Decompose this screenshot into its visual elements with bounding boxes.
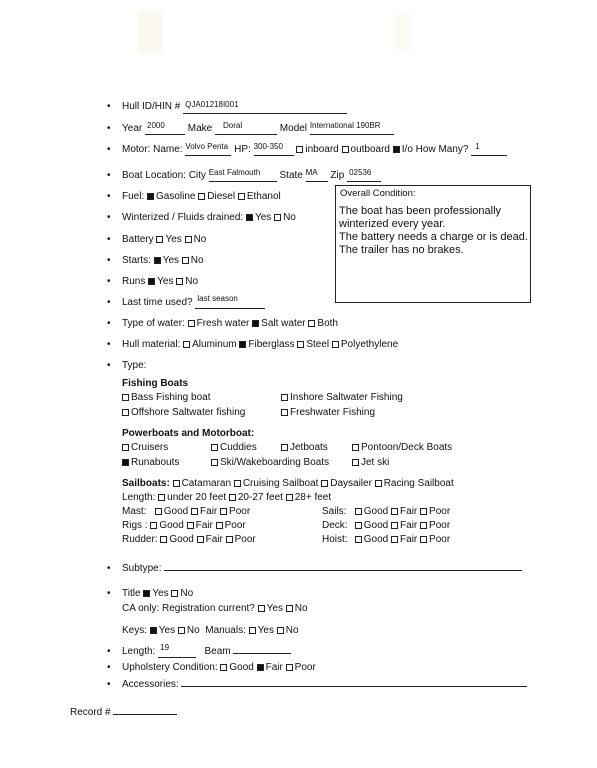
both-water-label: Both [317,318,338,329]
hull-material-row [122,339,398,350]
cruisers-checkbox[interactable] [122,444,129,451]
salt-water-checkbox[interactable] [252,320,259,327]
steel-checkbox[interactable] [297,341,304,348]
zip-value: 02536 [349,168,372,177]
overall-condition-box[interactable] [335,185,531,303]
subtype-row [122,563,522,574]
powerboats-heading: Powerboats and Motorboat: [122,428,255,439]
ca-registration-label: CA only: Registration current? [122,603,255,614]
cruising-sailboat-checkbox[interactable] [234,480,241,487]
last-used-label: Last time used? [122,297,193,308]
year-row [122,123,394,135]
rudder-label: Rudder: [122,534,158,545]
over28-label: 28+ feet [294,492,332,503]
freshwater-option[interactable] [281,407,375,418]
motor-count-field[interactable] [471,144,507,156]
bullet: • [107,588,111,599]
cuddies-option[interactable] [211,442,257,453]
ski-label: Ski/Wakeboarding Boats [220,457,330,468]
io-label: I/o How Many? [401,144,469,155]
deck-good-checkbox[interactable] [355,522,362,529]
fuel-label: Fuel: [122,191,145,202]
starts-no-checkbox[interactable] [182,257,189,264]
sails-good-checkbox[interactable] [355,508,362,515]
rigs-label: Rigs : [122,520,148,531]
hoist-fair-label: Fair [400,534,418,545]
zip-field[interactable] [347,170,381,182]
fiberglass-label: Fiberglass [248,339,295,350]
both-water-checkbox[interactable] [308,320,315,327]
rudder-good-label: Good [169,534,194,545]
title-row [122,588,193,599]
winterized-row [122,212,296,223]
overall-condition-line: The battery needs a charge or is dead. [339,231,528,243]
ca-yes-checkbox[interactable] [258,605,265,612]
io-checkbox[interactable] [393,146,400,153]
length-value: 19 [160,643,170,652]
sails-poor-label: Poor [429,506,451,517]
inboard-checkbox[interactable] [296,146,303,153]
hoist-good-label: Good [363,534,389,545]
bullet: • [107,339,111,350]
title-yes-label: Yes [152,588,169,599]
scan-smudge [395,14,411,50]
upholstery-good-label: Good [229,662,254,673]
hull-id-row [122,101,347,113]
daysailer-checkbox[interactable] [321,480,328,487]
bullet: • [107,318,111,329]
beam-label: Beam [204,646,231,657]
mast-poor-label: Poor [229,506,251,517]
length-label: Length: [122,646,156,657]
hoist-poor-checkbox[interactable] [420,536,427,543]
fuel-row [122,191,281,202]
city-label: Boat Location: City [122,170,206,181]
ski-option[interactable] [211,457,329,468]
hp-field[interactable] [254,144,294,156]
starts-row [122,255,204,266]
manuals-no-checkbox[interactable] [277,627,284,634]
racing-sailboat-label: Racing Sailboat [383,478,454,489]
keys-row [122,625,299,636]
bass-checkbox[interactable] [122,394,129,401]
hull-id-value: QJA01218I001 [185,100,239,109]
length-field[interactable] [158,643,196,658]
cruising-sailboat-label: Cruising Sailboat [242,478,319,489]
keys-label: Keys: [122,625,148,636]
jetski-checkbox[interactable] [352,459,359,466]
rudder-fair-checkbox[interactable] [197,536,204,543]
hoist-label: Hoist: [322,534,348,545]
ca-no-label: No [294,603,308,614]
jetboats-option[interactable] [281,442,328,453]
upholstery-poor-checkbox[interactable] [286,664,293,671]
motor-name-label: Motor: Name: [122,144,183,155]
bullet: • [107,662,111,673]
sails-good-label: Good [363,506,389,517]
year-label: Year [122,123,143,134]
deck-poor-checkbox[interactable] [420,522,427,529]
winterized-yes-checkbox[interactable] [246,214,253,221]
inboard-label: inboard [305,144,339,155]
winterized-no-checkbox[interactable] [274,214,281,221]
record-field[interactable] [113,714,177,715]
ca-registration-row [122,603,308,614]
20to27-checkbox[interactable] [229,494,236,501]
runs-no-label: No [185,276,199,287]
city-value: East Falmouth [208,168,261,177]
over28-checkbox[interactable] [286,494,293,501]
bullet: • [107,123,111,134]
deck-fair-checkbox[interactable] [391,522,398,529]
mast-label: Mast: [122,506,147,517]
title-yes-checkbox[interactable] [143,590,150,597]
accessories-row [122,679,527,690]
year-field[interactable] [145,123,185,135]
rigs-fair-checkbox[interactable] [187,522,194,529]
keys-no-checkbox[interactable] [178,627,185,634]
pontoon-option[interactable] [352,442,452,453]
runs-row [122,276,198,287]
manuals-no-label: No [285,625,299,636]
title-label: Title [122,588,141,599]
cuddies-label: Cuddies [220,442,257,453]
jetboats-checkbox[interactable] [281,444,288,451]
last-used-row [122,294,265,309]
aluminum-label: Aluminum [192,339,237,350]
fishing-heading: Fishing Boats [122,378,189,389]
bullet: • [107,101,111,112]
under20-label: under 20 feet [167,492,227,503]
diesel-checkbox[interactable] [198,193,205,200]
hull-material-label: Hull material: [122,339,181,350]
rudder-poor-label: Poor [234,534,256,545]
winterized-yes-label: Yes [254,212,272,223]
rudder-row [122,534,256,545]
outboard-checkbox[interactable] [342,146,349,153]
rudder-poor-checkbox[interactable] [226,536,233,543]
runabouts-label: Runabouts [131,457,180,468]
make-label: Make [187,123,213,134]
overall-condition-line: The boat has been professionally [339,205,502,217]
motor-name-value: Volvo Penta [185,142,229,151]
accessories-label: Accessories: [122,679,179,690]
bullet: • [107,276,111,287]
racing-sailboat-checkbox[interactable] [375,480,382,487]
steel-label: Steel [306,339,330,350]
manuals-label: Manuals: [205,625,246,636]
bullet: • [107,212,111,223]
beam-field[interactable] [233,653,291,654]
water-label: Type of water: [122,318,185,329]
make-field[interactable] [215,123,277,135]
upholstery-fair-checkbox[interactable] [257,664,264,671]
battery-no-label: No [193,234,207,245]
pontoon-checkbox[interactable] [352,444,359,451]
upholstery-label: Upholstery Condition: [122,662,218,673]
deck-row [322,520,450,531]
zip-label: Zip [330,170,345,181]
subtype-label: Subtype: [122,563,162,574]
mast-fair-checkbox[interactable] [191,508,198,515]
rigs-good-label: Good [159,520,184,531]
bass-option[interactable] [122,392,211,403]
rigs-good-checkbox[interactable] [150,522,157,529]
rudder-good-checkbox[interactable] [160,536,167,543]
cruisers-label: Cruisers [131,442,169,453]
cuddies-checkbox[interactable] [211,444,218,451]
state-label: State [279,170,303,181]
bullet: • [107,234,111,245]
manuals-yes-checkbox[interactable] [249,627,256,634]
runs-yes-checkbox[interactable] [148,278,155,285]
last-used-value: last season [197,294,238,303]
rigs-poor-label: Poor [224,520,246,531]
title-no-checkbox[interactable] [171,590,178,597]
sail-length-label: Length: [122,492,156,503]
runs-label: Runs [122,276,146,287]
hull-id-label: Hull ID/HIN # [122,101,181,112]
freshwater-checkbox[interactable] [281,409,288,416]
jetboats-label: Jetboats [290,442,328,453]
gasoline-checkbox[interactable] [147,193,154,200]
battery-label: Battery [122,234,154,245]
title-no-label: No [180,588,194,599]
winterized-label: Winterized / Fluids drained: [122,212,244,223]
sails-label: Sails: [322,506,347,517]
hp-label: HP: [234,144,251,155]
bullet: • [107,255,111,266]
battery-yes-checkbox[interactable] [156,236,163,243]
upholstery-fair-label: Fair [265,662,283,673]
mast-good-label: Good [163,506,189,517]
state-value: MA [305,168,318,177]
location-row [122,170,381,182]
winterized-no-label: No [283,212,296,223]
gasoline-label: Gasoline [156,191,196,202]
polyethylene-label: Polyethylene [340,339,399,350]
keys-yes-checkbox[interactable] [150,627,157,634]
hoist-fair-checkbox[interactable] [391,536,398,543]
polyethylene-checkbox[interactable] [332,341,339,348]
hoist-poor-label: Poor [429,534,451,545]
offshore-checkbox[interactable] [122,409,129,416]
offshore-label: Offshore Saltwater fishing [131,407,246,418]
type-label: Type: [122,360,147,371]
city-field[interactable] [209,170,277,182]
mast-fair-label: Fair [200,506,218,517]
keys-no-label: No [186,625,200,636]
freshwater-label: Freshwater Fishing [290,407,376,418]
catamaran-label: Catamaran [181,478,232,489]
sailboats-row [122,478,454,489]
diesel-label: Diesel [207,191,236,202]
keys-yes-label: Yes [158,625,176,636]
daysailer-label: Daysailer [330,478,372,489]
runs-no-checkbox[interactable] [176,278,183,285]
sails-fair-checkbox[interactable] [391,508,398,515]
runs-yes-label: Yes [157,276,174,287]
hoist-good-checkbox[interactable] [355,536,362,543]
manuals-yes-label: Yes [257,625,274,636]
overall-condition-line: winterized every year. [339,218,446,230]
bullet: • [107,646,111,657]
sails-row [322,506,450,517]
model-label: Model [279,123,308,134]
sails-fair-label: Fair [400,506,418,517]
battery-row [122,234,206,245]
starts-yes-checkbox[interactable] [154,257,161,264]
state-field[interactable] [306,170,328,182]
deck-poor-label: Poor [429,520,451,531]
20to27-label: 20-27 feet [237,492,283,503]
catamaran-checkbox[interactable] [173,480,180,487]
starts-no-label: No [190,255,204,266]
starts-label: Starts: [122,255,151,266]
jetski-label: Jet ski [361,457,390,468]
upholstery-poor-label: Poor [294,662,316,673]
overall-condition-title: Overall Condition: [340,188,416,199]
bullet: • [107,360,111,371]
fiberglass-checkbox[interactable] [239,341,246,348]
bullet: • [107,191,111,202]
inshore-label: Inshore Saltwater Fishing [290,392,403,403]
bullet: • [107,144,111,155]
deck-good-label: Good [363,520,389,531]
sail-length-row [122,492,331,503]
bullet: • [107,679,111,690]
ethanol-label: Ethanol [246,191,281,202]
bullet: • [107,563,111,574]
battery-no-checkbox[interactable] [185,236,192,243]
motor-count-value: 1 [475,142,480,151]
year-value: 2000 [147,121,165,130]
deck-label: Deck: [322,520,348,531]
accessories-field[interactable] [181,686,527,687]
ca-yes-label: Yes [266,603,283,614]
model-field[interactable] [310,123,394,135]
motor-name-field[interactable] [185,144,231,156]
ski-checkbox[interactable] [211,459,218,466]
runabouts-checkbox[interactable] [122,459,129,466]
rigs-row [122,520,246,531]
last-used-field[interactable] [195,294,265,309]
inshore-checkbox[interactable] [281,394,288,401]
battery-yes-label: Yes [165,234,182,245]
model-value: International 190BR [309,121,381,130]
starts-yes-label: Yes [162,255,180,266]
ethanol-checkbox[interactable] [238,193,245,200]
salt-water-label: Salt water [261,318,306,329]
rigs-fair-label: Fair [195,520,213,531]
scan-smudge [138,12,162,52]
length-row [122,643,291,658]
motor-row [122,144,507,156]
sails-poor-checkbox[interactable] [420,508,427,515]
ca-no-checkbox[interactable] [286,605,293,612]
fresh-water-checkbox[interactable] [188,320,195,327]
mast-poor-checkbox[interactable] [220,508,227,515]
subtype-field[interactable] [164,570,522,571]
runabouts-option[interactable] [122,457,179,468]
bullet: • [107,297,111,308]
water-row [122,318,338,329]
outboard-label: outboard [350,144,390,155]
record-row [70,707,177,718]
mast-good-checkbox[interactable] [155,508,162,515]
rigs-poor-checkbox[interactable] [216,522,223,529]
jetski-option[interactable] [352,457,389,468]
hp-value: 300-350 [253,142,283,151]
inshore-option[interactable] [281,392,403,403]
overall-condition-line: The trailer has no brakes. [339,244,464,256]
hull-id-field[interactable] [183,102,347,114]
sailboats-heading: Sailboats: [122,478,170,489]
rudder-fair-label: Fair [205,534,223,545]
record-label: Record # [70,707,111,718]
upholstery-good-checkbox[interactable] [220,664,227,671]
fresh-water-label: Fresh water [196,318,250,329]
aluminum-checkbox[interactable] [183,341,190,348]
mast-row [122,506,250,517]
bullet: • [107,170,111,181]
bass-label: Bass Fishing boat [131,392,211,403]
upholstery-row [122,662,316,673]
offshore-option[interactable] [122,407,245,418]
deck-fair-label: Fair [400,520,418,531]
pontoon-label: Pontoon/Deck Boats [361,442,453,453]
cruisers-option[interactable] [122,442,168,453]
make-value: Doral [223,121,243,130]
hoist-row [322,534,450,545]
under20-checkbox[interactable] [158,494,165,501]
